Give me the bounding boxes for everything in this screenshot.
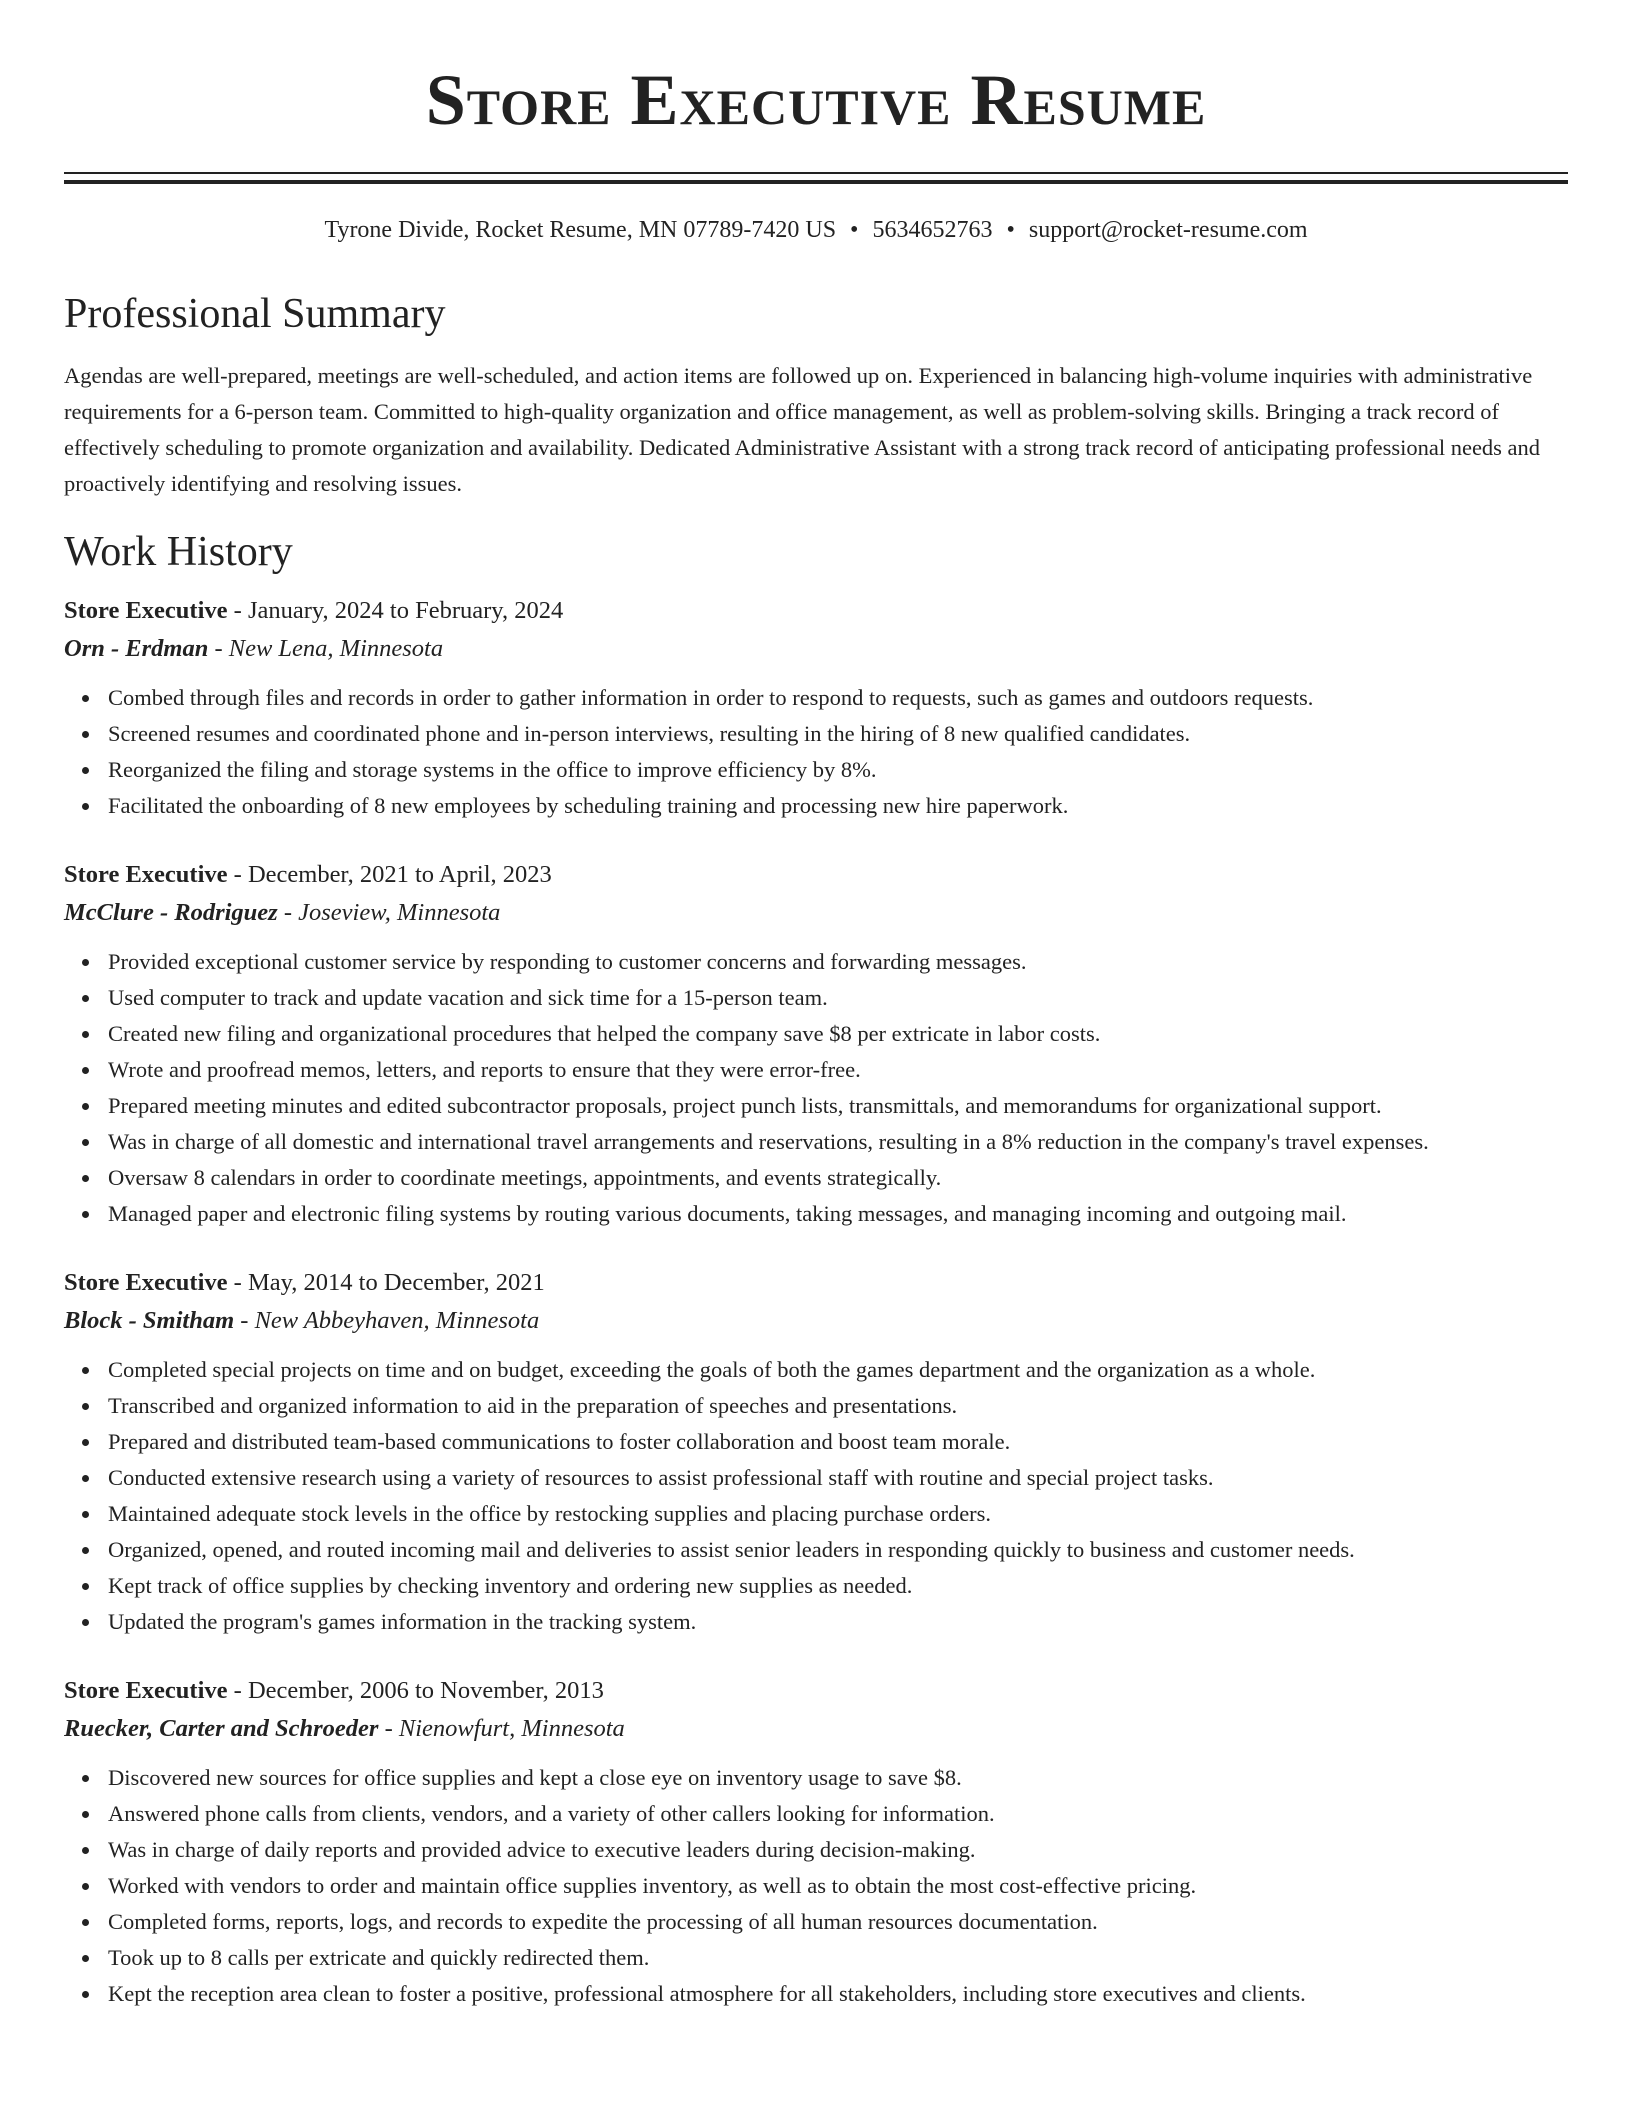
contact-line bbox=[64, 214, 1568, 246]
job-employer bbox=[64, 630, 1568, 668]
job-company: McClure - Rodriguez bbox=[64, 899, 278, 926]
contact-email: support@rocket-resume.com bbox=[1028, 217, 1308, 243]
job-header bbox=[64, 1672, 1568, 1710]
job-company: Block - Smitham bbox=[64, 1307, 235, 1334]
job-entry bbox=[64, 592, 1568, 824]
job-title: Store Executive bbox=[64, 597, 228, 624]
job-bullet: Worked with vendors to order and maintain office supplies inventory, as well as to obtain the most cost-effective pricing. bbox=[108, 1868, 1568, 1904]
job-bullet: Conducted extensive research using a variety of resources to assist professional staff with routine and special project tasks. bbox=[108, 1460, 1568, 1496]
job-employer bbox=[64, 1710, 1568, 1748]
job-location: - New Lena, Minnesota bbox=[208, 635, 444, 662]
job-bullets bbox=[64, 944, 1568, 1232]
job-dates: - January, 2024 to February, 2024 bbox=[227, 597, 564, 624]
contact-address: Tyrone Divide, Rocket Resume, MN 07789-7420 US bbox=[324, 217, 837, 243]
job-title: Store Executive bbox=[64, 861, 228, 888]
summary-text: Agendas are well-prepared, meetings are well-scheduled, and action items are followed up on. Experienced in balancing high-volume inquiries with administrative requirements for a 6-person team. Committed to high-quality organization and office management, as well as problem-solving skills. Bringing a track record of effectively scheduling to promote organization and availability. Dedicated Administrative Assistant with a strong track record of anticipating professional needs and proactively identifying and resolving issues. bbox=[64, 363, 1541, 496]
job-employer bbox=[64, 1302, 1568, 1340]
job-location: - Joseview, Minnesota bbox=[277, 899, 501, 926]
job-company: Orn - Erdman bbox=[64, 635, 209, 662]
job-bullets bbox=[64, 680, 1568, 824]
job-bullet: Discovered new sources for office supplies and kept a close eye on inventory usage to save $8. bbox=[108, 1760, 1568, 1796]
job-bullet: Created new filing and organizational procedures that helped the company save $8 per extricate in labor costs. bbox=[108, 1016, 1568, 1052]
job-bullet: Maintained adequate stock levels in the office by restocking supplies and placing purchase orders. bbox=[108, 1496, 1568, 1532]
job-bullet: Completed forms, reports, logs, and records to expedite the processing of all human resources documentation. bbox=[108, 1904, 1568, 1940]
job-dates: - May, 2014 to December, 2021 bbox=[227, 1269, 545, 1296]
job-bullet: Was in charge of all domestic and international travel arrangements and reservations, resulting in a 8% reduction in the company's travel expenses. bbox=[108, 1124, 1568, 1160]
job-employer bbox=[64, 894, 1568, 932]
job-header bbox=[64, 1264, 1568, 1302]
work-history-heading: Work History bbox=[64, 529, 293, 575]
job-header bbox=[64, 856, 1568, 894]
job-company: Ruecker, Carter and Schroeder bbox=[64, 1715, 379, 1742]
job-bullet: Screened resumes and coordinated phone and in-person interviews, resulting in the hiring of 8 new qualified candidates. bbox=[108, 716, 1568, 752]
job-bullet: Prepared and distributed team-based communications to foster collaboration and boost team morale. bbox=[108, 1424, 1568, 1460]
job-bullet: Organized, opened, and routed incoming mail and deliveries to assist senior leaders in responding quickly to business and customer needs. bbox=[108, 1532, 1568, 1568]
job-location: - New Abbeyhaven, Minnesota bbox=[234, 1307, 540, 1334]
job-bullet: Kept track of office supplies by checking inventory and ordering new supplies as needed. bbox=[108, 1568, 1568, 1604]
job-bullet: Facilitated the onboarding of 8 new employees by scheduling training and processing new hire paperwork. bbox=[108, 788, 1568, 824]
job-bullet: Took up to 8 calls per extricate and quickly redirected them. bbox=[108, 1940, 1568, 1976]
job-bullet: Transcribed and organized information to aid in the preparation of speeches and presentations. bbox=[108, 1388, 1568, 1424]
job-bullet: Used computer to track and update vacation and sick time for a 15-person team. bbox=[108, 980, 1568, 1016]
job-title: Store Executive bbox=[64, 1269, 228, 1296]
job-bullet: Updated the program's games information in the tracking system. bbox=[108, 1604, 1568, 1640]
contact-separator: • bbox=[850, 217, 859, 243]
title-divider-thin bbox=[64, 172, 1568, 174]
job-bullets bbox=[64, 1352, 1568, 1640]
job-bullet: Combed through files and records in order to gather information in order to respond to requests, such as games and outdoors requests. bbox=[108, 680, 1568, 716]
job-bullet: Completed special projects on time and on budget, exceeding the goals of both the games department and the organization as a whole. bbox=[108, 1352, 1568, 1388]
job-entry bbox=[64, 1672, 1568, 2012]
job-bullet: Reorganized the filing and storage systems in the office to improve efficiency by 8%. bbox=[108, 752, 1568, 788]
job-bullet: Kept the reception area clean to foster a positive, professional atmosphere for all stakeholders, including store executives and clients. bbox=[108, 1976, 1568, 2012]
contact-phone: 5634652763 bbox=[872, 217, 993, 243]
job-bullet: Wrote and proofread memos, letters, and reports to ensure that they were error-free. bbox=[108, 1052, 1568, 1088]
job-entry bbox=[64, 856, 1568, 1232]
contact-separator: • bbox=[1006, 217, 1015, 243]
job-bullets bbox=[64, 1760, 1568, 2012]
job-bullet: Prepared meeting minutes and edited subcontractor proposals, project punch lists, transmittals, and memorandums for organizational support. bbox=[108, 1088, 1568, 1124]
title-divider-thick bbox=[64, 180, 1568, 184]
job-header bbox=[64, 592, 1568, 630]
job-bullet: Managed paper and electronic filing systems by routing various documents, taking messages, and managing incoming and outgoing mail. bbox=[108, 1196, 1568, 1232]
job-dates: - December, 2021 to April, 2023 bbox=[227, 861, 552, 888]
job-entry bbox=[64, 1264, 1568, 1640]
job-dates: - December, 2006 to November, 2013 bbox=[227, 1677, 604, 1704]
summary-heading: Professional Summary bbox=[64, 291, 446, 337]
job-bullet: Was in charge of daily reports and provided advice to executive leaders during decision-making. bbox=[108, 1832, 1568, 1868]
page-title: Store Executive Resume bbox=[425, 60, 1207, 140]
job-location: - Nienowfurt, Minnesota bbox=[378, 1715, 625, 1742]
job-bullet: Answered phone calls from clients, vendors, and a variety of other callers looking for information. bbox=[108, 1796, 1568, 1832]
job-bullet: Oversaw 8 calendars in order to coordinate meetings, appointments, and events strategically. bbox=[108, 1160, 1568, 1196]
job-title: Store Executive bbox=[64, 1677, 228, 1704]
job-bullet: Provided exceptional customer service by responding to customer concerns and forwarding messages. bbox=[108, 944, 1568, 980]
